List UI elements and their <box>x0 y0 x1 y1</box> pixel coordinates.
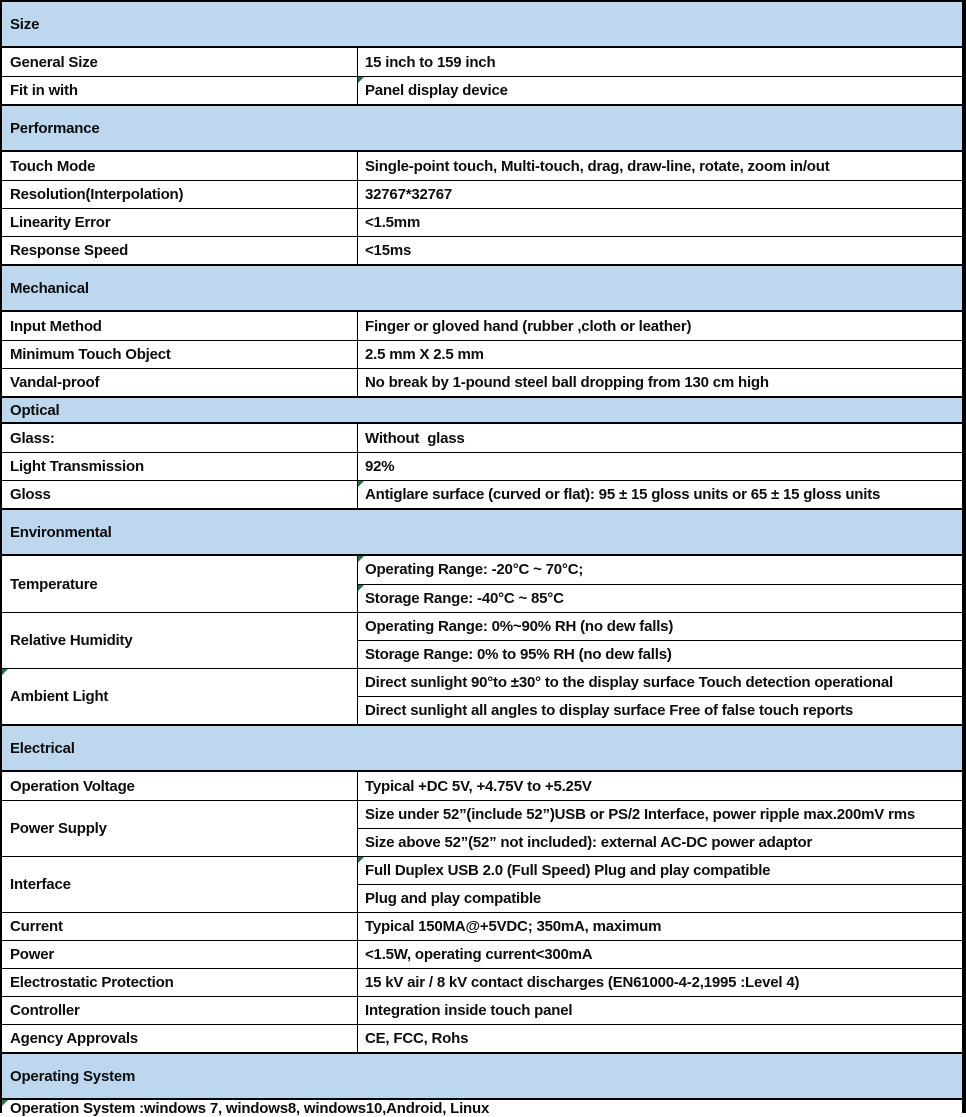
row-label-cell <box>2 801 358 856</box>
cell-flag-icon <box>358 585 364 591</box>
value-cell <box>358 857 962 884</box>
spec-row <box>2 1024 962 1052</box>
value-cell <box>358 181 962 208</box>
row-values <box>358 237 962 264</box>
cell-flag-icon <box>358 857 364 863</box>
value-text: Without glass <box>365 429 465 447</box>
row-label: Fit in with <box>10 82 78 99</box>
section-header-electrical <box>2 724 962 772</box>
row-label: Power Supply <box>10 820 107 837</box>
value-text: 92% <box>365 458 395 475</box>
row-values <box>358 669 962 724</box>
row-values <box>358 77 962 104</box>
section-header-environmental <box>2 508 962 556</box>
section-title: Electrical <box>10 739 75 757</box>
cell-flag-icon <box>2 1100 8 1106</box>
row-values <box>2 1100 962 1117</box>
value-text: Storage Range: 0% to 95% RH (no dew falls) <box>365 646 672 663</box>
row-label: Resolution(Interpolation) <box>10 186 184 203</box>
value-cell <box>358 969 962 996</box>
value-text: Direct sunlight 90°to ±30° to the display surface Touch detection operational <box>365 674 893 691</box>
value-text: Operating Range: 0%~90% RH (no dew falls) <box>365 618 674 635</box>
value-text: Operating Range: -20°C ~ 70°C; <box>365 561 584 579</box>
cell-flag-icon <box>358 481 364 487</box>
row-label-cell <box>2 48 358 76</box>
row-values <box>358 48 962 76</box>
row-values <box>358 941 962 968</box>
row-values <box>358 613 962 668</box>
row-label: Minimum Touch Object <box>10 346 171 363</box>
value-cell <box>358 48 962 76</box>
row-label: Glass: <box>10 429 55 447</box>
row-values <box>358 556 962 612</box>
row-values <box>358 997 962 1024</box>
row-label-cell <box>2 556 358 612</box>
spec-row <box>2 612 962 668</box>
row-label-cell <box>2 209 358 236</box>
value-text: <1.5W, operating current<300mA <box>365 946 593 963</box>
value-text: 15 kV air / 8 kV contact discharges (EN61000-4-2,1995 :Level 4) <box>365 974 800 991</box>
value-cell <box>358 884 962 912</box>
row-label: Response Speed <box>10 242 129 259</box>
row-values <box>358 152 962 180</box>
value-cell <box>358 669 962 696</box>
spec-row <box>2 1100 962 1117</box>
spec-row <box>2 912 962 940</box>
spec-row <box>2 424 962 452</box>
row-values <box>358 969 962 996</box>
value-cell <box>358 696 962 724</box>
value-cell <box>358 209 962 236</box>
spec-row <box>2 152 962 180</box>
spec-row <box>2 236 962 264</box>
row-label-cell <box>2 1025 358 1052</box>
section-header-optical <box>2 396 962 424</box>
row-label: Agency Approvals <box>10 1030 138 1047</box>
section-header-mechanical <box>2 264 962 312</box>
value-text: Storage Range: -40°C ~ 85°C <box>365 589 564 607</box>
value-text: Single-point touch, Multi-touch, drag, draw-line, rotate, zoom in/out <box>365 157 830 175</box>
value-cell <box>2 1100 962 1117</box>
section-header-size <box>2 2 962 48</box>
row-label-cell <box>2 913 358 940</box>
value-text: Size above 52”(52” not included): external AC-DC power adaptor <box>365 834 813 851</box>
spec-row <box>2 340 962 368</box>
row-label: Ambient Light <box>10 688 109 705</box>
value-text: 32767*32767 <box>365 186 453 203</box>
value-cell <box>358 997 962 1024</box>
row-label: Light Transmission <box>10 458 144 475</box>
row-label: General Size <box>10 53 98 71</box>
row-values <box>358 312 962 340</box>
value-cell <box>358 828 962 856</box>
row-label-cell <box>2 997 358 1024</box>
value-text: Direct sunlight all angles to display surface Free of false touch reports <box>365 702 854 719</box>
value-cell <box>358 312 962 340</box>
row-values <box>358 453 962 480</box>
row-label: Current <box>10 918 63 935</box>
cell-flag-icon <box>358 77 364 83</box>
row-label: Input Method <box>10 317 102 335</box>
cell-flag-icon <box>358 556 364 562</box>
value-cell <box>358 77 962 104</box>
row-values <box>358 772 962 800</box>
row-label-cell <box>2 669 358 724</box>
row-values <box>358 801 962 856</box>
row-label: Interface <box>10 876 71 893</box>
value-cell <box>358 424 962 452</box>
section-title: Performance <box>10 119 100 137</box>
spec-row <box>2 312 962 340</box>
row-label-cell <box>2 181 358 208</box>
spec-row <box>2 556 962 612</box>
value-cell <box>358 341 962 368</box>
row-label-cell <box>2 312 358 340</box>
section-title: Mechanical <box>10 279 89 297</box>
value-cell <box>358 1025 962 1052</box>
row-label-cell <box>2 152 358 180</box>
spec-row <box>2 180 962 208</box>
value-cell <box>358 369 962 396</box>
value-cell <box>358 237 962 264</box>
value-cell <box>358 772 962 800</box>
row-values <box>358 209 962 236</box>
row-values <box>358 424 962 452</box>
row-label: Electrostatic Protection <box>10 974 174 991</box>
spec-row <box>2 996 962 1024</box>
row-label: Operation Voltage <box>10 777 135 795</box>
row-values <box>358 341 962 368</box>
spec-row <box>2 856 962 912</box>
value-text: Panel display device <box>365 82 508 99</box>
section-title: Operating System <box>10 1067 136 1085</box>
value-cell <box>358 613 962 640</box>
row-values <box>358 481 962 508</box>
spec-row <box>2 668 962 724</box>
value-text: 15 inch to 159 inch <box>365 53 496 71</box>
row-values <box>358 857 962 912</box>
spec-row <box>2 800 962 856</box>
spec-row <box>2 480 962 508</box>
value-text: Integration inside touch panel <box>365 1002 573 1019</box>
row-label: Vandal-proof <box>10 374 100 391</box>
value-text: Full Duplex USB 2.0 (Full Speed) Plug and play compatible <box>365 862 771 879</box>
spec-row <box>2 208 962 236</box>
row-label: Power <box>10 946 55 963</box>
row-label-cell <box>2 857 358 912</box>
row-label-cell <box>2 969 358 996</box>
row-label-cell <box>2 424 358 452</box>
row-values <box>358 1025 962 1052</box>
value-text: Typical 150MA@+5VDC; 350mA, maximum <box>365 918 662 935</box>
value-cell <box>358 481 962 508</box>
section-header-performance <box>2 104 962 152</box>
row-label-cell <box>2 453 358 480</box>
row-label-cell <box>2 341 358 368</box>
value-cell <box>358 640 962 668</box>
value-text: <15ms <box>365 242 412 259</box>
value-text: Size under 52”(include 52”)USB or PS/2 Interface, power ripple max.200mV rms <box>365 806 915 823</box>
value-text: CE, FCC, Rohs <box>365 1030 469 1047</box>
value-cell <box>358 453 962 480</box>
row-values <box>358 913 962 940</box>
value-cell <box>358 941 962 968</box>
section-title: Environmental <box>10 523 112 541</box>
value-text: <1.5mm <box>365 214 421 231</box>
spec-row <box>2 968 962 996</box>
spec-row <box>2 48 962 76</box>
row-label: Touch Mode <box>10 157 96 175</box>
row-label: Linearity Error <box>10 214 111 231</box>
value-text: No break by 1-pound steel ball dropping from 130 cm high <box>365 374 769 391</box>
row-label-cell <box>2 237 358 264</box>
value-text: 2.5 mm X 2.5 mm <box>365 346 484 363</box>
spec-row <box>2 452 962 480</box>
row-label: Temperature <box>10 575 98 593</box>
value-cell <box>358 801 962 828</box>
value-cell <box>358 556 962 584</box>
row-label-cell <box>2 77 358 104</box>
row-label-cell <box>2 941 358 968</box>
value-cell <box>358 913 962 940</box>
row-label-cell <box>2 481 358 508</box>
value-cell <box>358 152 962 180</box>
value-text: Plug and play compatible <box>365 890 542 907</box>
value-text: Operation System :windows 7, windows8, windows10,Android, Linux <box>10 1100 490 1117</box>
row-label: Controller <box>10 1002 80 1019</box>
value-text: Typical +DC 5V, +4.75V to +5.25V <box>365 777 592 795</box>
spec-row <box>2 368 962 396</box>
row-values <box>358 369 962 396</box>
section-header-operating-system <box>2 1052 962 1100</box>
value-text: Antiglare surface (curved or flat): 95 ± 15 gloss units or 65 ± 15 gloss units <box>365 486 881 503</box>
cell-flag-icon <box>2 669 8 675</box>
row-label-cell <box>2 613 358 668</box>
section-title: Size <box>10 15 40 33</box>
spec-row <box>2 76 962 104</box>
value-cell <box>358 584 962 613</box>
spec-row <box>2 940 962 968</box>
row-label: Gloss <box>10 486 51 503</box>
value-text: Finger or gloved hand (rubber ,cloth or leather) <box>365 317 692 335</box>
section-title: Optical <box>10 401 60 419</box>
row-label-cell <box>2 369 358 396</box>
row-values <box>358 181 962 208</box>
spec-row <box>2 772 962 800</box>
row-label: Relative Humidity <box>10 632 133 649</box>
row-label-cell <box>2 772 358 800</box>
